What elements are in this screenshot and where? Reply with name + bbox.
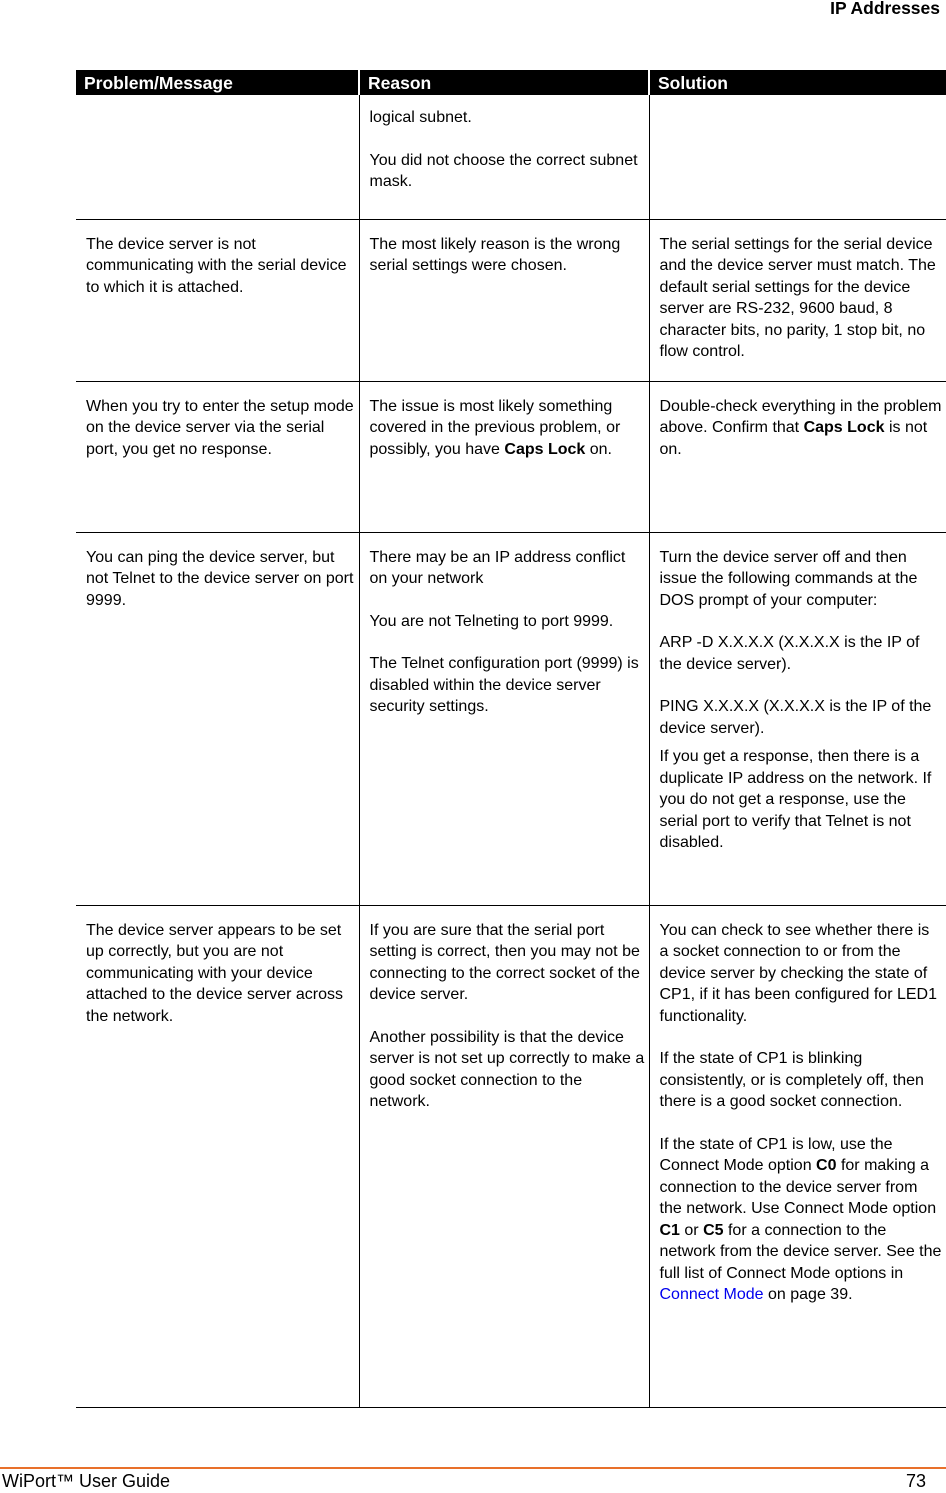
- problem-text: The device server is not communicating with the serial device to which it is attached.: [86, 235, 347, 296]
- solution-text: The serial settings for the serial device and the device server must match. The default serial settings for the device server are RS-232, 9600 baud, 8 character bits, no parity, 1 stop bit, no flow control.: [659, 235, 936, 360]
- footer-rule: [0, 1467, 946, 1469]
- reason-cell: [359, 381, 649, 532]
- solution-text-part: for a connection to the network from the device server. See the full list of Connect Mode options in: [659, 1221, 942, 1282]
- problem-text: When you try to enter the setup mode on the device server via the serial port, you get no response.: [86, 397, 354, 458]
- solution-cell: [649, 381, 946, 532]
- caps-lock-key-label: Caps Lock: [504, 440, 586, 458]
- table-row: [76, 905, 946, 1407]
- solution-text-part: or: [679, 1221, 704, 1239]
- solution-text: ARP -D X.X.X.X (X.X.X.X is the IP of the device server).: [659, 634, 920, 673]
- reason-text: The Telnet configuration port (9999) is disabled within the device server security settings.: [369, 655, 639, 715]
- reason-cell: [359, 95, 649, 219]
- connect-mode-link[interactable]: Connect Mode: [659, 1286, 764, 1303]
- reason-text: The most likely reason is the wrong serial settings were chosen.: [369, 235, 621, 274]
- solution-text: [660, 1134, 943, 1306]
- reason-text: [370, 396, 645, 461]
- caps-lock-key-label: Caps Lock: [803, 419, 885, 436]
- solution-text-part: Double-check everything in the problem above. Confirm that: [659, 397, 942, 436]
- problem-text: The device server appears to be set up correctly, but you are not communicating with your device attached to the device server across the network.: [86, 921, 344, 1025]
- reason-cell: [359, 532, 649, 905]
- solution-cell: [649, 219, 946, 381]
- table-row: [76, 381, 946, 532]
- reason-cell: [359, 905, 649, 1407]
- solution-text-part: is not on.: [659, 419, 928, 458]
- reason-text-part: The issue is most likely something covered in the previous problem, or possibly, you have: [369, 397, 621, 458]
- troubleshooting-table: [76, 70, 946, 1408]
- solution-text: You can check to see whether there is a socket connection to or from the device server by checking the state of CP1, if it has been configured for LED1 functionality.: [659, 921, 937, 1025]
- problem-cell: [76, 532, 359, 905]
- problem-cell: [76, 219, 359, 381]
- footer-document-title: WiPort™ User Guide: [2, 1471, 171, 1491]
- column-header-problem: Problem/Message: [76, 70, 359, 95]
- reason-text-part: on.: [585, 440, 612, 458]
- solution-cell: [649, 95, 946, 219]
- column-header-solution: Solution: [649, 70, 946, 95]
- reason-text: You did not choose the correct subnet mask.: [369, 151, 638, 190]
- solution-text: If the state of CP1 is blinking consistently, or is completely off, then there is a good socket connection.: [659, 1050, 924, 1110]
- connect-mode-option-c1: C1: [659, 1221, 680, 1239]
- problem-text: You can ping the device server, but not Telnet to the device server on port 9999.: [86, 548, 354, 609]
- problem-cell: [76, 381, 359, 532]
- reason-cell: [359, 219, 649, 381]
- table-row: [76, 532, 946, 905]
- connect-mode-option-c5: C5: [703, 1221, 724, 1239]
- solution-text-part: on page 39.: [763, 1286, 853, 1303]
- solution-text: If you get a response, then there is a duplicate IP address on the network. If you do not get a response, use the serial port to verify that Telnet is not disabled.: [659, 748, 932, 851]
- reason-text: You are not Telneting to port 9999.: [369, 612, 614, 630]
- reason-text: Another possibility is that the device server is not set up correctly to make a good socket connection to the network.: [369, 1028, 645, 1110]
- solution-text-part: If the state of CP1 is low, use the Connect Mode option: [659, 1135, 893, 1174]
- table-row: [76, 95, 946, 219]
- solution-text: [660, 396, 943, 461]
- table-row: [76, 219, 946, 381]
- reason-text: If you are sure that the serial port setting is correct, then you may not be connecting to the correct socket of the device server.: [369, 921, 640, 1003]
- footer-page-number: 73: [905, 1471, 926, 1491]
- problem-cell: [76, 95, 359, 219]
- solution-text: Turn the device server off and then issue the following commands at the DOS prompt of your computer:: [659, 548, 918, 609]
- connect-mode-option-c0: C0: [816, 1157, 837, 1174]
- problem-cell: [76, 905, 359, 1407]
- solution-cell: [649, 532, 946, 905]
- page-header-title: IP Addresses: [830, 0, 940, 18]
- table-header-row: [76, 70, 946, 95]
- solution-text-part: for making a connection to the device server from the network. Use Connect Mode option: [659, 1157, 937, 1217]
- column-header-reason: Reason: [359, 70, 649, 95]
- reason-text: logical subnet.: [369, 109, 472, 126]
- reason-text: There may be an IP address conflict on your network: [369, 548, 626, 587]
- solution-cell: [649, 905, 946, 1407]
- solution-text: PING X.X.X.X (X.X.X.X is the IP of the device server).: [659, 698, 932, 737]
